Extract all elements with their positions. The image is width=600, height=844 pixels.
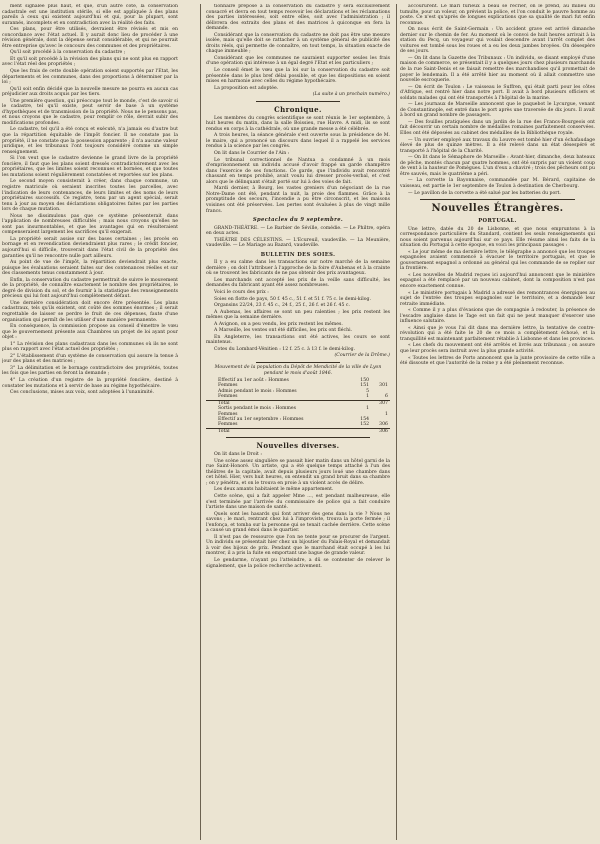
row-value [352, 428, 371, 434]
nouvelles-heading: Nouvelles diverses. [256, 441, 340, 451]
spectacle-listing: THÉÂTRE DES CÉLESTINS. — L'Ecureuil, vaudeville. — La Meunière, vaudeville. — Le Mariage au Bazard, vaudeville. [206, 237, 390, 249]
bulletin-paragraph: A Aubenas, les affaires se sont un peu ralenties ; les prix restent les mêmes que la semaine dernière. [206, 309, 390, 321]
row-value: 301 [379, 383, 388, 389]
bulletin-paragraph: A Avignon, on a peu vendu, les prix restent les mêmes. [214, 321, 343, 327]
column-rule [200, 4, 201, 840]
population-table [206, 378, 390, 434]
bulletin-paragraph: Organsins 22/24, 23 f. 45 c., 24 f., 25 f., 26 f. et 26 f. 45 c. [214, 303, 350, 309]
bulletin-heading: BULLETIN DES SOIES. [260, 251, 336, 258]
portugal-paragraph: « Comme il y a plus d'évasions que de compagnie à redouter, la présence de l'escadre anglaise dans le Tage est un fait qui ne peut manquer d'exercer une influence salutaire. [400, 308, 595, 325]
portugal-heading: PORTUGAL. [478, 218, 517, 225]
news-paragraph: accoururent. Le mari furieux a beau se récrier, on le prend, au milieu du tumulte, pour un voleur, on prévient la police, et l'on conduit le pauvre homme au poste. Ce n'est qu'après de longues explications que sa qualité de mari fut enfin reconnue. [400, 4, 595, 26]
row-value: 1 [366, 406, 370, 412]
article-paragraph: Que les frais de cette double opération soient supportés par l'Etat, les départements et les communes, dans des proportions à déterminer par la loi ; [2, 69, 178, 86]
row-value: 306 [371, 428, 390, 434]
article-paragraph: Ces plans, pour être utilisés, devraient être révisés et mis en concordance avec l'état actuel. Il y aurait donc lieu de procéder à une révision générale, dont la dépense serait considérable, et qui ne pourrait être entreprise qu'avec le concours des communes et des propriétaires. [2, 27, 178, 49]
article-paragraph: Enfin, la conservation du cadastre permettrait de suivre le mouvement de la propriété, de connaître exactement le nombre des propriétaires, le degré de division du sol, et de fournir à la statistique des renseignements précieux qui lui font aujourd'hui complètement défaut. [2, 277, 178, 300]
row-value: 307 [371, 400, 390, 406]
news-paragraph: Quels sont les hasards qui font arriver des gens dans la vie ? Nous ne savons ; le mari, rentrant chez lui à l'improviste, trouva la porte fermée ; il l'enfonça, et tomba sur la personne qui se tenait cachée derrière. Cette scène a causé un grand émoi dans le quartier. [206, 511, 390, 534]
article-paragraph: Nous ne dissimulons pas que ce système présenterait dans l'application de nombreuses difficultés ; mais nous croyons qu'elles ne sont pas insurmontables, et que les avantages qui en résulteraient compenseraient largement les sacrifices qu'il exigerait. [2, 213, 178, 236]
news-paragraph: — La corvette la Bayonnaise, commandée par M. Bérard, capitaine de vaisseau, est partie le 1er septembre de Toulon à destination de Cherbourg. [400, 178, 595, 189]
news-paragraph: — On écrit de Toulon : Le vaisseau le Suffren, qui était parti pour les côtes d'Afrique, est rentré hier dans notre port. Il avait à bord plusieurs officiers et soldats malades qui ont été transportés à l'hôpital de la marine. [400, 84, 595, 101]
section-divider [226, 437, 370, 438]
article-paragraph: Une dernière considération doit encore être présentée. Les plans cadastraux, tels qu'ils existent, ont coûté des sommes énormes ; il serait regrettable de laisser se perdre le fruit de ces dépenses, faute d'une organisation qui permît de les utiliser d'une manière permanente. [2, 300, 178, 323]
row-label: Effectif au 1er septembre : Hommes [218, 416, 304, 422]
row-label: Total [206, 400, 352, 406]
spectacles-heading: Spectacles du 9 septembre. [252, 217, 344, 224]
row-value: 1 [366, 394, 370, 400]
article-paragraph: Au point de vue de l'impôt, la répartition deviendrait plus exacte, puisque les évaluations seraient faites sur des contenances réelles et sur des classements tenus constamment à jour. [2, 260, 178, 277]
row-value: 151 [360, 383, 370, 389]
row-value: 306 [379, 422, 388, 428]
bulletin-paragraph: Voici le cours des prix : [214, 289, 269, 295]
article-paragraph: Qu'il soit enfin décidé que la nouvelle mesure ne pourra en aucun cas préjudicier aux droits acquis par les tiers. [2, 86, 178, 98]
article-paragraph: 1° La révision des plans cadastraux dans les communes où ils ne sont plus en rapport avec l'état actuel des propriétés ; [2, 341, 178, 353]
article-paragraph: Qu'il soit procédé à la conservation du cadastre ; [10, 50, 126, 56]
row-label: Femmes [218, 394, 238, 400]
portugal-paragraph: « Les chefs du mouvement ont été arrêtés et livrés aux tribunaux ; on assure que leur procès sera instruit avec la plus grande activité. [400, 343, 595, 355]
article-paragraph: Ces conclusions, mises aux voix, sont adoptées à l'unanimité. [10, 390, 154, 396]
section-divider [420, 199, 575, 200]
article-paragraph: Et qu'il soit procédé à la révision des plans qui ne sont plus en rapport avec l'état réel des propriétés ; [2, 56, 178, 68]
portugal-paragraph: « Ainsi que je vous l'ai dit dans ma dernière lettre, la tentative de contre-révolution qui a été faite le 20 de ce mois a complètement échoué, et la tranquillité est maintenant parfaitement rétablie à Lisbonne et dans les provinces. [400, 325, 595, 342]
news-paragraph: Le gendarme, n'ayant pu l'atteindre, a dû se contenter de relever le signalement, que la police recherche activement. [206, 557, 390, 569]
bulletin-source: (Courrier de la Drôme.) [334, 353, 390, 359]
row-value: 154 [360, 416, 370, 422]
row-label: Total [206, 428, 352, 434]
row-value: 150 [360, 378, 370, 384]
news-paragraph: Il n'est pas de ressource que l'on ne tente pour se procurer de l'argent. Un individu se présentait hier chez un bijoutier du Palais-Royal et demandait à voir des bijoux de prix. Pendant que le marchand était occupé à les lui montrer, il a pris la fuite en emportant une bague de grande valeur. [206, 534, 390, 557]
etrangeres-heading: Nouvelles Étrangères. [431, 203, 564, 215]
column-right [400, 4, 595, 840]
section-divider [256, 362, 340, 363]
row-label: Femmes [218, 383, 238, 389]
article-paragraph: Le cadastre, tel qu'il a été conçu et exécuté, n'a jamais eu d'autre but que la répartition équitable de l'impôt foncier. Il ne constate pas la propriété, il ne constate que la possession apparente ; il n'a aucune valeur juridique, et les tribunaux l'ont toujours considéré comme un simple renseignement. [2, 127, 178, 155]
row-value: 6 [385, 394, 388, 400]
bulletin-paragraph: Il y a eu calme dans les transactions sur notre marché de la semaine dernière ; on doit l'attribuer à l'approche de la foire d'Aubenas et à la crainte où se trouvent les fabricants de ne pas obtenir des prix avantageux. [206, 260, 390, 277]
row-label: Admis pendant le mois : Hommes [218, 388, 297, 394]
article-paragraph: 4° La création d'un registre de la propriété foncière, destiné à constater les mutations et à servir de base au régime hypothécaire. [2, 378, 178, 389]
row-label: Femmes [218, 422, 238, 428]
chronique-paragraph: A trois heures, la séance générale s'est ouverte sous la présidence de M. le maire, qui a prononcé un discours dans lequel il a rappelé les services rendus à la science par les congrès. [206, 133, 390, 150]
article-paragraph: Considérant que les communes ne sauraient supporter seules les frais d'une opération qui intéresse à un égal degré l'Etat et les particuliers ; [206, 55, 390, 67]
column-rule [396, 4, 397, 840]
article-paragraph: Si l'on veut que le cadastre devienne le grand livre de la propriété foncière, il faut que les plans soient dressés contradictoirement avec les propriétaires, que les limites soient reconnues et bornées, et que toutes les mutations soient régulièrement constatées et reportées sur les plans. [2, 156, 178, 178]
row-value: 1 [385, 411, 388, 417]
news-paragraph: Les deux amants habitaient le même appartement. [214, 487, 334, 493]
continuation-note: (La suite à un prochain numéro.) [312, 92, 390, 98]
portugal-paragraph: « Le ministère portugais à Madrid a adressé des remontrances énergiques au sujet de l'entrée des troupes espagnoles sur le territoire, et a demandé leur retraite immédiate. [400, 290, 595, 307]
chronique-paragraph: On lit dans le Courrier de l'Ain : [214, 151, 290, 157]
news-paragraph: — Les journaux de Marseille annoncent que le paquebot le Lycurgue, venant de Constantinople, est entré dans le port après une traversée de dix jours. Il avait à bord un grand nombre de passagers. [400, 102, 595, 119]
article-paragraph: Le second moyen consisterait à créer, dans chaque commune, un registre matricule où seraient inscrites toutes les parcelles, avec l'indication de leurs contenances, de leurs limites et des noms de leurs propriétaires successifs. Ce registre, tenu par un agent spécial, serait tenu à jour au moyen des déclarations obligatoires faites par les parties lors de chaque mutation. [2, 179, 178, 213]
row-label: Femmes [218, 411, 238, 417]
news-paragraph: On nous écrit de Saint-Germain : Un accident grave est arrivé dimanche dernier sur le chemin de fer. Au moment où le convoi de huit heures arrivait à la station du Pecq, un voyageur qui voulait descendre avant l'arrêt complet des voitures est tombé sous les roues et a eu les deux jambes broyées. On désespère de ses jours. [400, 27, 595, 55]
article-paragraph: 2° L'établissement d'un système de conservation qui assure la tenue à jour des plans et des matrices ; [2, 353, 178, 365]
chronique-paragraph: Le tribunal correctionnel de Nantua a condamné à un mois d'emprisonnement un individu accusé d'avoir frappé un garde champêtre dans l'exercice de ses fonctions. Ce garde, que l'individu avait rencontré chassant en temps prohibé, avait voulu lui dresser procès-verbal, et c'est alors que le délinquant s'était porté sur lui à des voies de fait. [206, 157, 390, 185]
news-paragraph: Une scène assez singulière se passait hier matin dans un hôtel garni de la rue Saint-Honoré. Un artiste, qui a été quelque temps attaché à l'un des théâtres de la capitale, avait depuis plusieurs jours loué une chambre dans cet hôtel. Hier, vers huit heures, on entendit un grand bruit dans sa chambre ; on y pénétra, et on le trouva en proie à un violent accès de délire. [206, 458, 390, 486]
bulletin-paragraph: A Marseille, les ventes ont été difficiles, les prix ont fléchi. [214, 328, 353, 334]
news-paragraph: — On lit dans la Gazette des Tribunaux : Un individu, se disant employé d'une maison de commerce, se présentait il y a quelques jours chez plusieurs marchands de la rue Saint-Denis et se faisait remettre des marchandises qu'il promettait de payer le lendemain. Il a été arrêté hier au moment où il allait commettre une nouvelle escroquerie. [400, 55, 595, 84]
article-paragraph: La proposition est adoptée. [214, 85, 279, 91]
article-paragraph: 3° La délimitation et le bornage contradictoire des propriétés, toutes les fois que les parties en feront la demande ; [2, 365, 178, 377]
portugal-paragraph: « Les nouvelles de Madrid reçues ici aujourd'hui annoncent que le ministère espagnol a été remplacé par un nouveau cabinet, dont la composition n'est pas encore exactement connue. [400, 272, 595, 290]
row-value: 5 [366, 388, 370, 394]
portugal-paragraph: « Toutes les lettres de Porto annoncent que la junte provisoire de cette ville a été dissoute et que l'autorité de la reine y a été pleinement reconnue. [400, 355, 595, 367]
article-paragraph: Considérant que la conservation du cadastre ne doit pas être une mesure isolée, mais qu'elle doit se rattacher à un système général de publicité des droits réels, qui permette de connaître, en tout temps, la situation exacte de chaque immeuble ; [206, 32, 390, 55]
article-paragraph: Le conseil émet le vœu que la loi sur la conservation du cadastre soit présentée dans le plus bref délai possible, et que les dispositions en soient mises en harmonie avec celles du régime hypothécaire. [206, 68, 390, 85]
column-left [2, 4, 178, 840]
row-label: Effectif au 1er août : Hommes [218, 378, 289, 384]
bulletin-paragraph: En Angleterre, les transactions ont été actives, les cours se sont maintenus. [206, 334, 390, 346]
row-value: 152 [360, 422, 370, 428]
news-paragraph: — Un ouvrier employé aux travaux du Louvre est tombé hier d'un échafaudage élevé de plus de quinze mètres. Il a été relevé dans un état désespéré et transporté à l'hôpital de la Charité. [400, 137, 595, 154]
chronique-paragraph: Mardi dernier, à Bourg, les vastes greniers d'un négociant de la rue Notre-Dame ont été, pendant la nuit, la proie des flammes. Grâce à la promptitude des secours, l'incendie a pu être circonscrit, et les maisons voisines ont été préservées. Les pertes sont évaluées à plus de vingt mille francs. [206, 186, 390, 214]
section-divider [256, 101, 340, 102]
article-paragraph: En conséquence, la commission propose au conseil d'émettre le vœu que le gouvernement présente aux Chambres un projet de loi ayant pour objet : [2, 324, 178, 341]
portugal-paragraph: « Le jour même de ma dernière lettre, le télégraphe a annoncé que les troupes espagnoles avaient commencé à évacuer le territoire portugais, et que le gouvernement espagnol a ordonné au général qui les commande de se replier sur la frontière. [400, 249, 595, 272]
column-middle [206, 4, 390, 840]
bulletin-paragraph: Les marchands ont accepté les prix de la veille sans difficulté, les demandes du fabricant ayant été assez nombreuses. [206, 277, 390, 289]
chronique-heading: Chronique. [274, 104, 322, 114]
news-paragraph: — On lit dans le Sémaphore de Marseille : Avant-hier, dimanche, deux bateaux de pêche, montés chacun par quatre hommes, ont été surpris par un violent coup de vent à la hauteur de Pomègues. L'un d'eux a chaviré ; trois des pêcheurs ont pu être sauvés, mais le quatrième a péri. [400, 155, 595, 177]
news-paragraph: On lit dans le Droit : [214, 452, 262, 458]
news-paragraph: — Des fouilles pratiquées dans un jardin de la rue des Francs-Bourgeois ont fait découvrir un certain nombre de médailles romaines parfaitement conservées. Elles ont été déposées au cabinet des médailles de la Bibliothèque royale. [400, 119, 595, 137]
mouvement-heading: Mouvement de la population du Dépôt de Mendicité de la ville de Lyon pendant le mois d'août 1846. [214, 364, 382, 376]
bulletin-paragraph: Soies en flotte de pays, 50 f. 45 c., 51 f. et 51 f. 75 c. le demi-kilog. [214, 296, 371, 302]
table-row [206, 428, 390, 434]
chronique-paragraph: Les membres du congrès scientifique se sont réunis le 1er septembre, à huit heures du matin, dans la salle Boissieu, rue Havre. A midi, ils se sont rendus en corps à la cathédrale, où une grande messe a été célébrée. [206, 115, 390, 132]
row-label: Sortis pendant le mois : Hommes [218, 406, 297, 412]
bulletin-paragraph: Cotes du Lombard-Vénitien : 12 f. 25 c. à 13 f. le demi-kilog. [214, 346, 356, 352]
news-paragraph: — Le pavillon de la corvette a été salué par les batteries du port. [408, 190, 561, 196]
article-paragraph: La propriété serait assise sur des bases certaines ; les procès en bornage et en revendication deviendraient plus rares ; le crédit foncier, aujourd'hui si difficile, trouverait dans l'état civil de la propriété des garanties qu'il ne rencontre nulle part ailleurs. [2, 236, 178, 259]
article-paragraph: tionnaire préposé à la conservation du cadastre y sera exclusivement consacré et devra en tout temps recevoir les déclarations et les réclamations des parties intéressées, soit entre elles, soit avec l'administration ; il délivrera des extraits des plans et des matrices à quiconque en fera la demande. [206, 4, 390, 32]
article-paragraph: ment signalée plus haut, et que, d'un autre côté, la conservation cadastrale est une institution stérile, si elle est appliquée à des plans pareils à ceux qui existent aujourd'hui et qui, pour la plupart, sont surannés, incomplets et en contradiction avec la réalité des faits. [2, 4, 178, 26]
news-paragraph: Cette scène, qui a fait appeler Mme ..., est pendant malheureuse, elle s'est terminée par l'arrivée du commissaire de police qui a fait conduire l'artiste dans une maison de santé. [206, 493, 390, 511]
portugal-paragraph: Une lettre, datée du 20 de Lisbonne, et que nous empruntons à la correspondance particulière du Standard, contient les seuls renseignements qui nous soient parvenus aujourd'hui sur ce pays. Elle résume ainsi les faits de la situation du Portugal à cette époque, en voici les principaux passages : [400, 226, 595, 249]
article-paragraph: Une première question, qui préoccupe tout le monde, c'est de savoir si le cadastre, tel qu'il existe, peut servir de base à un système d'hypothèques et de transmission de la propriété. Nous ne le pensons pas, et nous croyons que le cadastre, pour remplir ce rôle, devrait subir des modifications profondes. [2, 98, 178, 126]
spectacle-listing: GRAND-THÉÂTRE. — Le Barbier de Séville, comédie. — Le Philtre, opéra en deux actes. [206, 225, 390, 237]
